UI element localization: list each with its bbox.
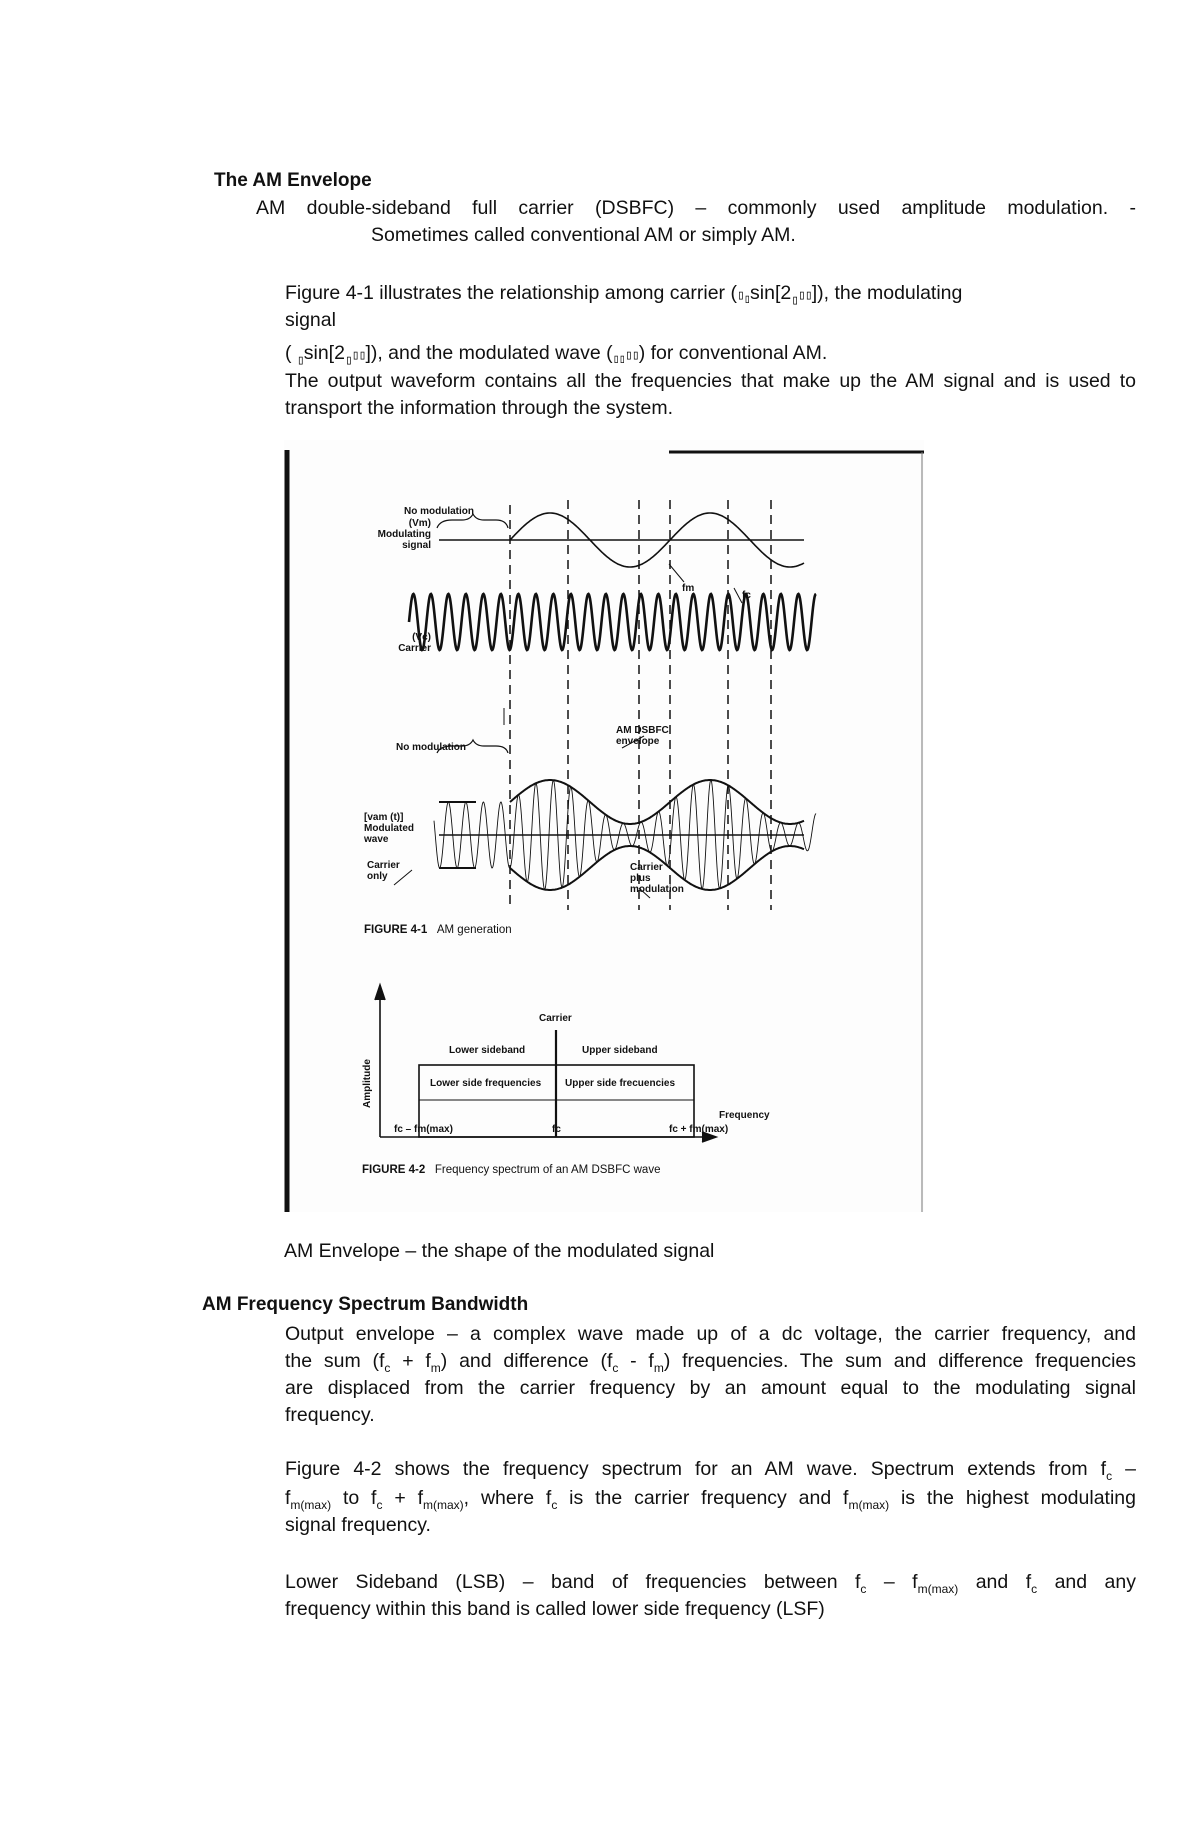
intro-line-2: Sometimes called conventional AM or simply AM.: [371, 224, 796, 246]
figure-caption-am-envelope: AM Envelope – the shape of the modulated signal: [284, 1240, 715, 1262]
spectrum-frequency-label: Frequency: [719, 1110, 770, 1121]
paragraph-lsb-line2: frequency within this band is called lower side frequency (LSF): [285, 1598, 825, 1620]
spectrum-lower-side-frequencies: Lower side frequencies: [430, 1078, 542, 1089]
section-heading-am-envelope: The AM Envelope: [214, 170, 372, 191]
spectrum-plot: [375, 985, 716, 1142]
label-modulated-wave: [vam (t)] Modulated wave: [364, 812, 414, 845]
paragraph-output-envelope-line3: are displaced from the carrier frequency by an amount equal to the modulating signal: [285, 1377, 1136, 1399]
label-carrier-plus-modulation: Carrier plus modulation: [630, 862, 684, 895]
modulated-wave: [434, 740, 816, 890]
paragraph-spectrum-line3: signal frequency.: [285, 1514, 431, 1536]
figure-4-2-caption: FIGURE 4-2 Frequency spectrum of an AM DSBFC wave: [362, 1164, 661, 1176]
label-no-modulation-top: No modulation: [404, 506, 474, 517]
paragraph-figure-intro-line2: signal: [285, 309, 336, 331]
spectrum-x-label-center: fc: [552, 1124, 561, 1135]
label-am-dsbfc-envelope: AM DSBFC envelope: [616, 725, 669, 747]
spectrum-x-label-lower: fc – fm(max): [394, 1124, 453, 1135]
label-carrier-only: Carrier only: [367, 860, 400, 882]
section-heading-am-spectrum: AM Frequency Spectrum Bandwidth: [202, 1294, 529, 1315]
carrier-signal: [409, 594, 816, 650]
label-modulating-signal: (Vm) Modulating signal: [377, 518, 431, 551]
paragraph-output-envelope-line4: frequency.: [285, 1404, 375, 1426]
label-carrier: (Vc) Carrier: [398, 632, 431, 654]
paragraph-figure-intro-line3: ( $_▯\sin[2_▯▯▯]$), and the modulated wave $(_{▯▯}▯▯)$ for conventional AM.: [285, 342, 828, 368]
paragraph-spectrum-line2: $f_{m(max)}$ to $f_c + f_{m(max)}$, where $f_c$ is the carrier frequency and $f_{m(max)}$ is the highest modulating: [285, 1487, 1136, 1512]
spectrum-carrier-label: Carrier: [539, 1013, 572, 1024]
paragraph-figure-intro-line1: Figure 4-1 illustrates the relationship among carrier $(▯_▯\sin[2_▯▯▯])$, the modulating: [285, 282, 963, 308]
label-fm: fm: [682, 583, 695, 594]
figure-4-1-caption: FIGURE 4-1 AM generation: [364, 924, 512, 936]
modulating-signal: [437, 513, 804, 567]
label-fc: fc: [742, 590, 751, 601]
label-no-modulation-bottom: No modulation: [396, 742, 466, 753]
scanned-figure: [284, 440, 924, 1212]
spectrum-x-label-upper: fc + fm(max): [669, 1124, 729, 1135]
paragraph-output-envelope-line1: Output envelope – a complex wave made up of a dc voltage, the carrier frequency, and: [285, 1323, 1136, 1345]
intro-line-1: AM double-sideband full carrier (DSBFC) – commonly used amplitude modulation. -: [256, 197, 1136, 219]
paragraph-spectrum-line1: Figure 4-2 shows the frequency spectrum for an AM wave. Spectrum extends from $f_c$ –: [285, 1458, 1136, 1483]
paragraph-output-waveform: The output waveform contains all the frequencies that make up the AM signal and is used to transport the information through the system.: [285, 370, 1136, 419]
paragraph-output-envelope-line2: the sum $(f_c + f_m)$ and difference $(f_c - f_m)$ frequencies. The sum and difference frequencies: [285, 1350, 1136, 1375]
spectrum-upper-sideband: Upper sideband: [582, 1045, 658, 1056]
spectrum-upper-side-frequencies: Upper side frecuencies: [565, 1078, 676, 1089]
paragraph-lsb-line1: Lower Sideband (LSB) – band of frequencies between $f_c - f_{m(max)}$ and $f_c$ and any: [285, 1571, 1137, 1596]
spectrum-y-label: Amplitude: [362, 1059, 373, 1108]
spectrum-lower-sideband: Lower sideband: [449, 1045, 526, 1056]
